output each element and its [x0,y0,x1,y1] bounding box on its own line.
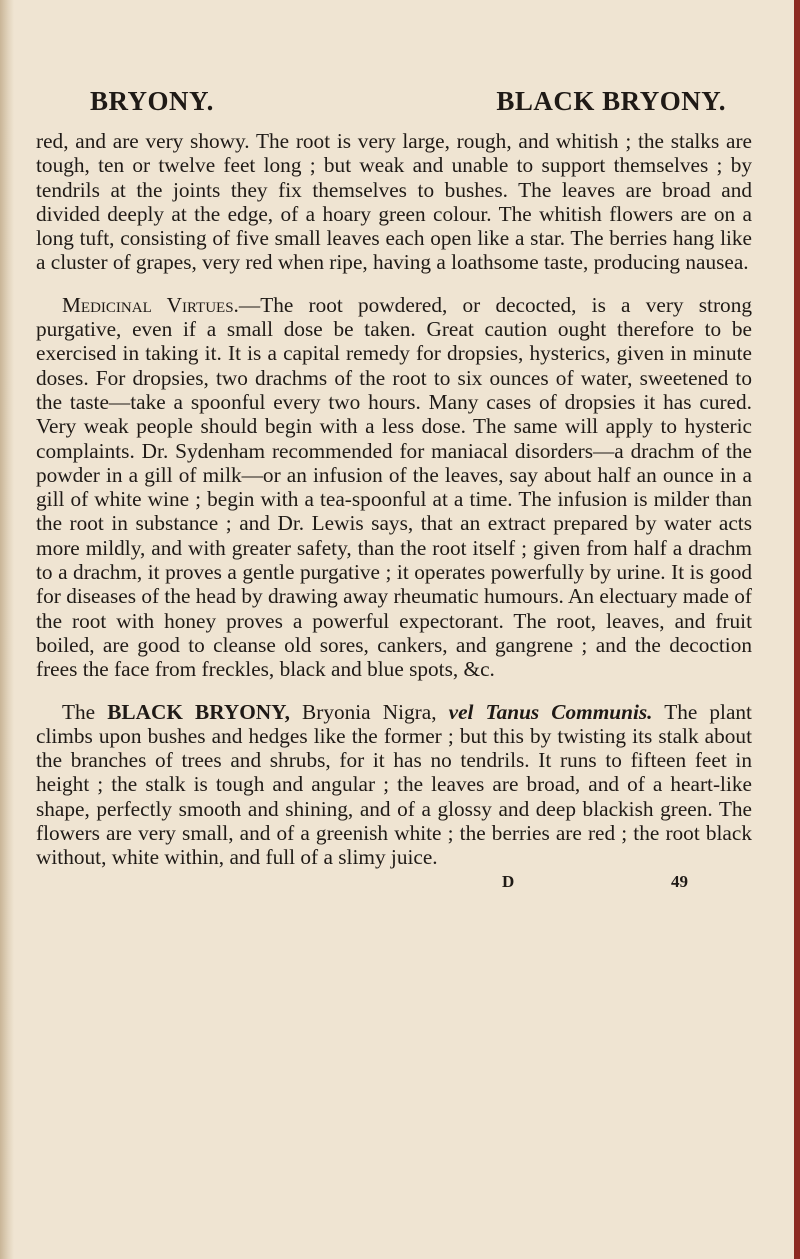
paragraph-medicinal-virtues [36,293,752,682]
black-bryony-name: BLACK BRYONY, [107,699,290,724]
black-bryony-text: The plant climbs upon bushes and hedges like the former ; but this by twisting its stalk about the branches of trees and shrubs, for it has no tendrils. It runs to fifteen feet in height ; the stalk is tough and angular ; the leaves are broad, and of a heart-like shape, perfectly smooth and shining, and of a glossy and deep blackish green. The flowers are very small, and of a greenish white ; the berries are red ; the root black without, white within, and full of a slimy juice. [36,699,752,870]
page-footer [36,872,752,892]
running-head-left: BRYONY. [90,86,214,116]
book-page [36,86,752,892]
medicinal-virtues-text: —The root powdered, or decocted, is a very strong purgative, even if a small dose be taken. Great caution ought therefore to be exercised in taking it. It is a capital remedy for dropsies, hysterics, given in minute doses. For dropsies, two drachms of the root to six ounces of water, sweetened to the taste—take a spoonful every two hours. Many cases of dropsies it has cured. Very weak people should begin with a less dose. The same will apply to hysteric complaints. Dr. Sydenham recommended for maniacal disorders—a drachm of the powder in a gill of milk—or an infusion of the leaves, say about half an ounce in a gill of white wine ; begin with a tea-spoonful at a time. The infusion is milder than the root in substance ; and Dr. Lewis says, that an extract prepared by water acts more mildly, and with greater safety, than the root itself ; given from half a drachm to a drachm, it proves a gentle purgative ; it operates powerfully by urine. It is good for diseases of the head by drawing away rheumatic humours. An electuary made of the root with honey proves a powerful expectorant. The root, leaves, and fruit boiled, are good to cleanse old sores, cankers, and gangrene ; and the decoction frees the face from freckles, black and blue spots, &c. [36,292,752,682]
page-gutter-shadow [0,0,14,1259]
black-bryony-latin-italic: vel Tanus Communis. [448,699,653,724]
page-edge-binding [794,0,800,1259]
running-head-right: BLACK BRYONY. [496,86,726,116]
paragraph-bryony-description: red, and are very showy. The root is very large, rough, and whitish ; the stalks are tough, ten or twelve feet long ; but weak and unable to support themselves ; by tendrils at the joints they fix themselves to bushes. The leaves are broad and divided deeply at the edge, of a hoary green colour. The whitish flowers are on a long tuft, consisting of five small leaves each open like a star. The berries hang like a cluster of grapes, very red when ripe, having a loathsome taste, producing nausea. [36,129,752,275]
black-bryony-lead: The [62,699,108,724]
running-head [36,86,726,117]
black-bryony-latin: Bryonia Nigra, [289,699,449,724]
page-number: 49 [671,871,688,891]
section-heading-medicinal-virtues: Medicinal Virtues. [62,292,239,317]
signature-mark: D [502,871,515,891]
paragraph-black-bryony [36,700,752,870]
